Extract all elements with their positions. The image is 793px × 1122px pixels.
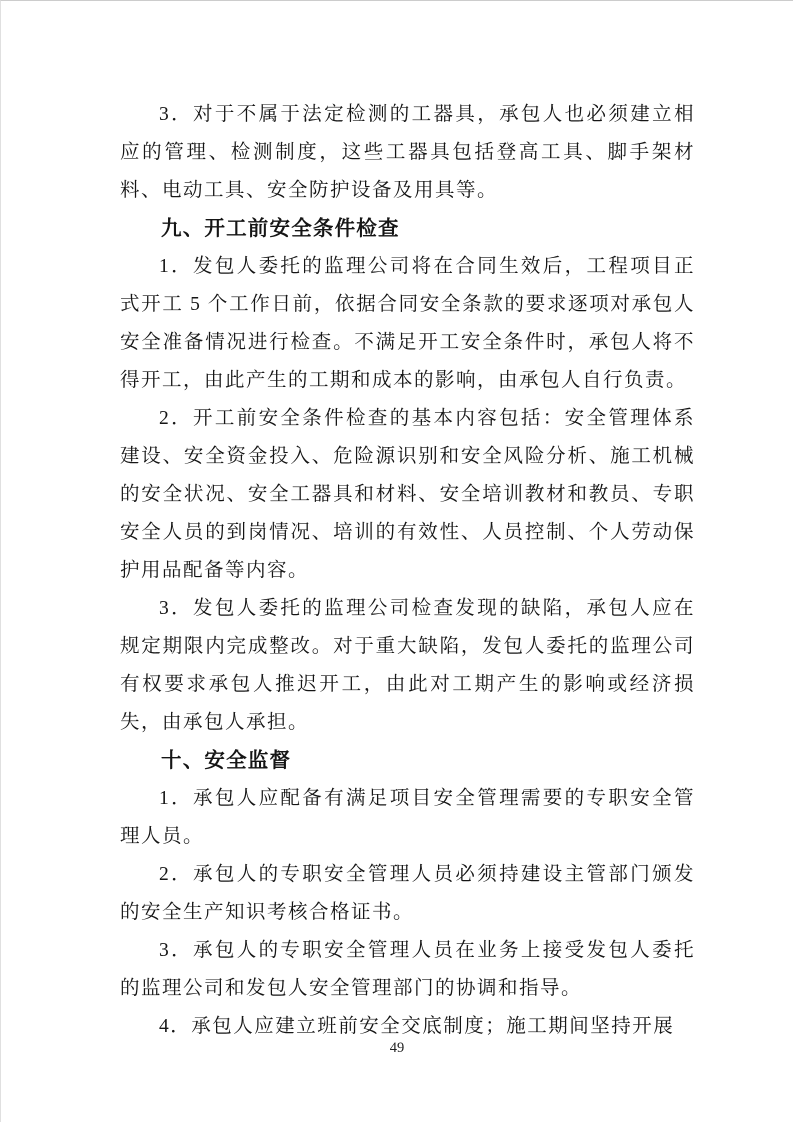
paragraph-9-item-2: 2．开工前安全条件检查的基本内容包括：安全管理体系建设、安全资金投入、危险源识别和安全风险分析、施工机械的安全状况、安全工器具和材料、安全培训教材和教员、专职安全人员的到岗情况、培训的有效性、人员控制、个人劳动保护用品配备等内容。 (120, 408, 695, 581)
paragraph-10-item-3: 3．承包人的专职安全管理人员在业务上接受发包人委托的监理公司和发包人安全管理部门的协调和指导。 (120, 940, 695, 999)
page-number: 49 (389, 1040, 405, 1056)
paragraph-9-item-3: 3．发包人委托的监理公司检查发现的缺陷，承包人应在规定期限内完成整改。对于重大缺陷，发包人委托的监理公司有权要求承包人推迟开工，由此对工期产生的影响或经济损失，由承包人承担。 (120, 598, 695, 733)
paragraph-9-item-1: 1．发包人委托的监理公司将在合同生效后，工程项目正式开工 5 个工作日前，依据合同安全条款的要求逐项对承包人安全准备情况进行检查。不满足开工安全条件时，承包人将不得开工，由此产生的工期和成本的影响，由承包人自行负责。 (120, 256, 695, 391)
document-body (120, 96, 695, 1046)
section-heading-10-safety-supervision: 十、安全监督 (161, 749, 292, 772)
paragraph-10-item-2: 2．承包人的专职安全管理人员必须持建设主管部门颁发的安全生产知识考核合格证书。 (120, 864, 695, 923)
paragraph-10-item-1: 1．承包人应配备有满足项目安全管理需要的专职安全管理人员。 (120, 788, 695, 847)
paragraph-tools-inspection: 3．对于不属于法定检测的工器具，承包人也必须建立相应的管理、检测制度，这些工器具包括登高工具、脚手架材料、电动工具、安全防护设备及用具等。 (120, 104, 695, 201)
paragraph-10-item-4: 4．承包人应建立班前安全交底制度；施工期间坚持开展 (159, 1016, 675, 1037)
section-heading-9-precommencement-safety-check: 九、开工前安全条件检查 (161, 217, 400, 240)
